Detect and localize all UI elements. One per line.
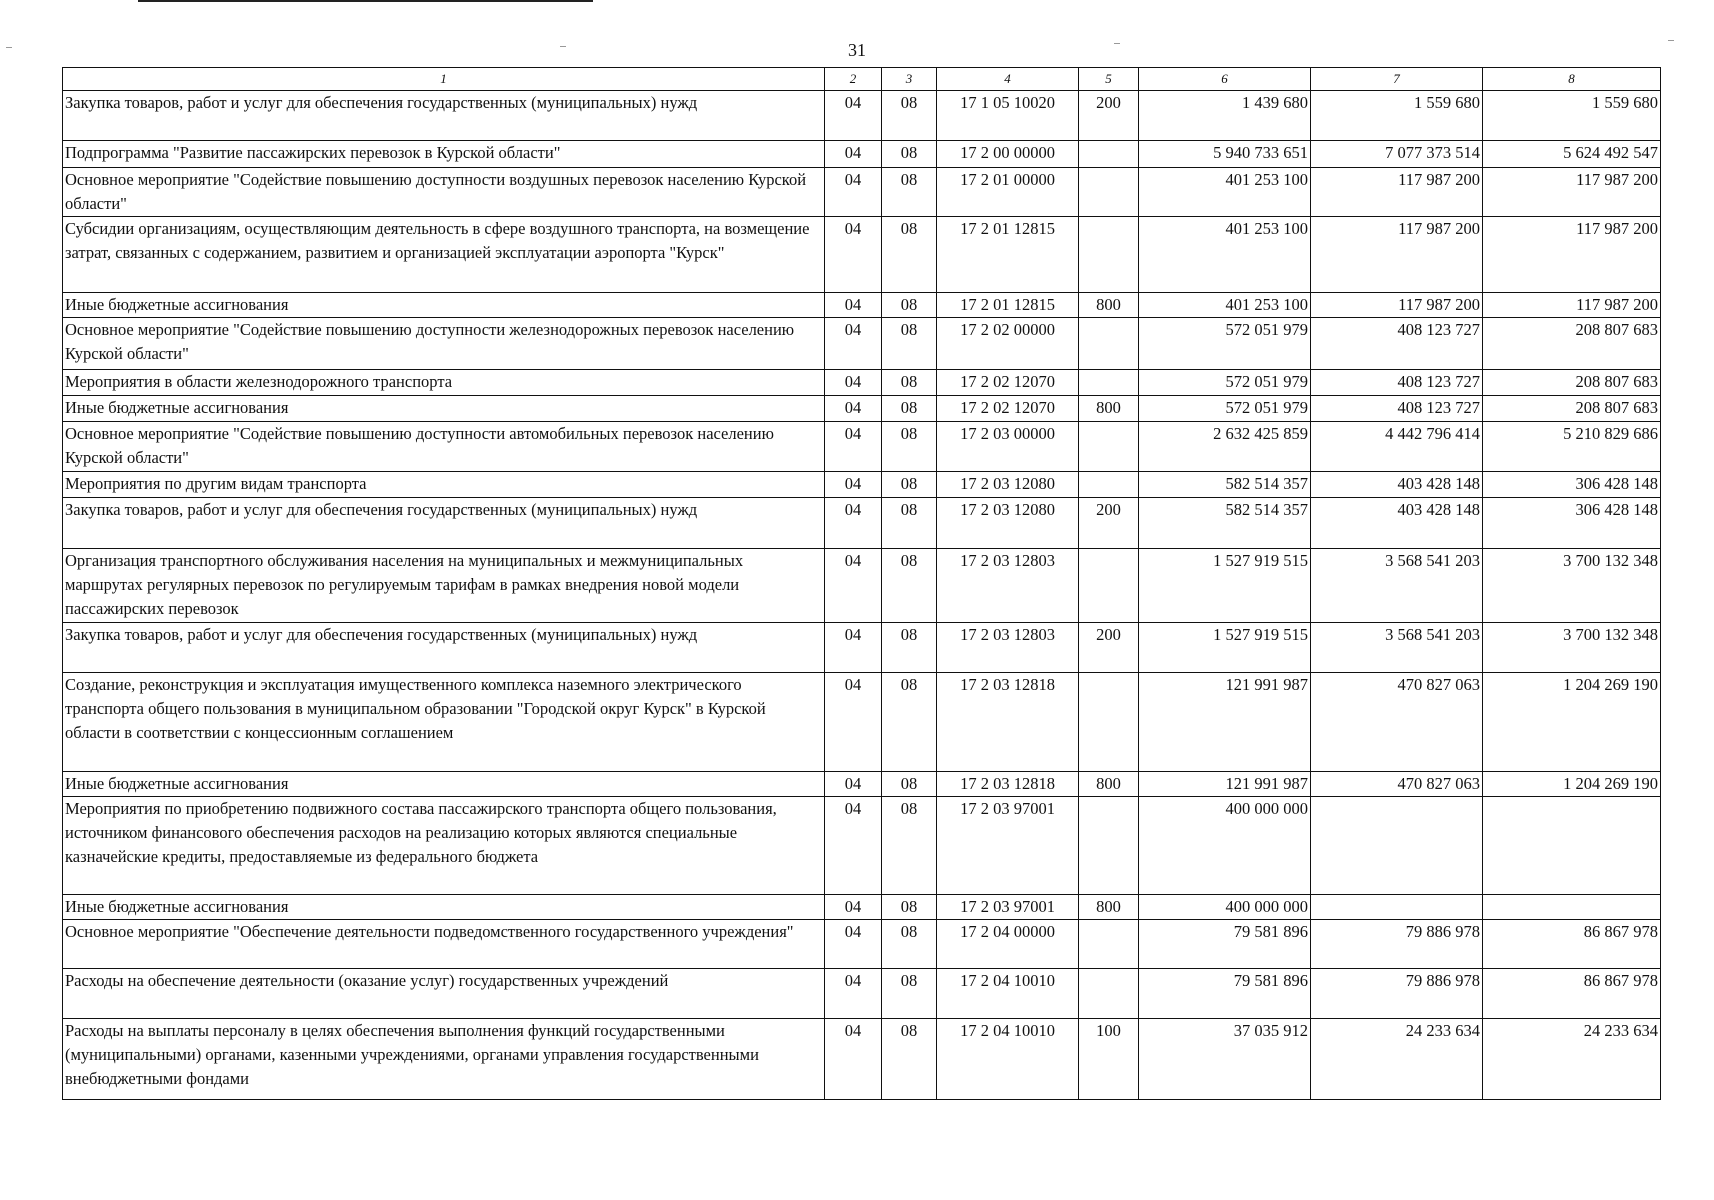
cell-name: Мероприятия по другим видам транспорта xyxy=(63,472,825,498)
cell-amount-3: 3 700 132 348 xyxy=(1483,623,1661,673)
cell-amount-1: 79 581 896 xyxy=(1139,969,1311,1019)
table-row xyxy=(63,318,1661,370)
cell-section: 04 xyxy=(825,920,882,969)
cell-amount-3: 24 233 634 xyxy=(1483,1019,1661,1100)
header-row xyxy=(63,68,1661,91)
cell-subsection: 08 xyxy=(882,498,937,549)
cell-amount-2: 470 827 063 xyxy=(1311,673,1483,772)
col-header-amount-3: 8 xyxy=(1483,68,1661,91)
cell-amount-3: 306 428 148 xyxy=(1483,472,1661,498)
cell-subsection: 08 xyxy=(882,969,937,1019)
cell-name: Субсидии организациям, осуществляющим деятельность в сфере воздушного транспорта, на возмещение затрат, связанных с содержанием, развитием и организацией эксплуатации аэропорта "Курск" xyxy=(63,217,825,293)
cell-expense-type: 800 xyxy=(1079,293,1139,318)
cell-target-article: 17 2 03 97001 xyxy=(937,895,1079,920)
table-row xyxy=(63,797,1661,895)
cell-name: Организация транспортного обслуживания населения на муниципальных и межмуниципальных маршрутах регулярных перевозок по регулируемым тарифам в рамках внедрения новой модели пассажирских перевозок xyxy=(63,549,825,623)
cell-amount-1: 79 581 896 xyxy=(1139,920,1311,969)
cell-section: 04 xyxy=(825,895,882,920)
cell-section: 04 xyxy=(825,217,882,293)
cell-amount-2: 79 886 978 xyxy=(1311,920,1483,969)
cell-amount-1: 400 000 000 xyxy=(1139,797,1311,895)
cell-target-article: 17 2 03 12803 xyxy=(937,549,1079,623)
scan-mark xyxy=(1114,43,1120,44)
cell-target-article: 17 2 04 10010 xyxy=(937,1019,1079,1100)
cell-name: Основное мероприятие "Содействие повышению доступности воздушных перевозок населению Курской области" xyxy=(63,168,825,217)
cell-section: 04 xyxy=(825,772,882,797)
cell-target-article: 17 2 02 12070 xyxy=(937,396,1079,422)
cell-amount-1: 1 439 680 xyxy=(1139,91,1311,141)
cell-section: 04 xyxy=(825,168,882,217)
cell-amount-3: 117 987 200 xyxy=(1483,293,1661,318)
cell-amount-1: 572 051 979 xyxy=(1139,370,1311,396)
scan-mark xyxy=(1668,40,1674,41)
cell-name: Расходы на обеспечение деятельности (оказание услуг) государственных учреждений xyxy=(63,969,825,1019)
table-row xyxy=(63,1019,1661,1100)
table-row xyxy=(63,141,1661,168)
cell-target-article: 17 2 03 00000 xyxy=(937,422,1079,472)
cell-subsection: 08 xyxy=(882,168,937,217)
table-row xyxy=(63,396,1661,422)
cell-name: Основное мероприятие "Содействие повышению доступности железнодорожных перевозок населению Курской области" xyxy=(63,318,825,370)
cell-amount-1: 121 991 987 xyxy=(1139,673,1311,772)
cell-name: Иные бюджетные ассигнования xyxy=(63,895,825,920)
cell-amount-1: 401 253 100 xyxy=(1139,293,1311,318)
table-row xyxy=(63,422,1661,472)
cell-target-article: 17 2 02 12070 xyxy=(937,370,1079,396)
table-row xyxy=(63,920,1661,969)
cell-target-article: 17 2 04 10010 xyxy=(937,969,1079,1019)
cell-section: 04 xyxy=(825,549,882,623)
scan-mark xyxy=(560,46,566,47)
cell-amount-1: 37 035 912 xyxy=(1139,1019,1311,1100)
cell-amount-2: 117 987 200 xyxy=(1311,217,1483,293)
cell-subsection: 08 xyxy=(882,396,937,422)
cell-amount-1: 400 000 000 xyxy=(1139,895,1311,920)
cell-name: Закупка товаров, работ и услуг для обеспечения государственных (муниципальных) нужд xyxy=(63,91,825,141)
cell-amount-3: 3 700 132 348 xyxy=(1483,549,1661,623)
cell-amount-2: 470 827 063 xyxy=(1311,772,1483,797)
cell-expense-type xyxy=(1079,370,1139,396)
cell-amount-3: 5 624 492 547 xyxy=(1483,141,1661,168)
cell-target-article: 17 2 03 12080 xyxy=(937,498,1079,549)
cell-target-article: 17 2 03 97001 xyxy=(937,797,1079,895)
cell-expense-type xyxy=(1079,920,1139,969)
cell-amount-1: 572 051 979 xyxy=(1139,318,1311,370)
cell-amount-1: 1 527 919 515 xyxy=(1139,623,1311,673)
cell-amount-2: 117 987 200 xyxy=(1311,168,1483,217)
cell-amount-3: 117 987 200 xyxy=(1483,217,1661,293)
cell-target-article: 17 2 02 00000 xyxy=(937,318,1079,370)
cell-amount-3: 208 807 683 xyxy=(1483,396,1661,422)
cell-amount-2: 117 987 200 xyxy=(1311,293,1483,318)
cell-subsection: 08 xyxy=(882,549,937,623)
table-row xyxy=(63,498,1661,549)
cell-section: 04 xyxy=(825,797,882,895)
cell-amount-2 xyxy=(1311,797,1483,895)
col-header-name: 1 xyxy=(63,68,825,91)
cell-amount-2: 7 077 373 514 xyxy=(1311,141,1483,168)
cell-subsection: 08 xyxy=(882,141,937,168)
cell-expense-type xyxy=(1079,318,1139,370)
cell-section: 04 xyxy=(825,370,882,396)
cell-name: Иные бюджетные ассигнования xyxy=(63,772,825,797)
cell-expense-type xyxy=(1079,168,1139,217)
cell-target-article: 17 2 01 00000 xyxy=(937,168,1079,217)
cell-name: Закупка товаров, работ и услуг для обеспечения государственных (муниципальных) нужд xyxy=(63,498,825,549)
table-row xyxy=(63,293,1661,318)
col-header-section: 2 xyxy=(825,68,882,91)
top-rule xyxy=(138,0,593,2)
cell-subsection: 08 xyxy=(882,318,937,370)
table-body xyxy=(63,91,1661,1100)
cell-section: 04 xyxy=(825,91,882,141)
col-header-subsection: 3 xyxy=(882,68,937,91)
cell-amount-2: 403 428 148 xyxy=(1311,472,1483,498)
cell-subsection: 08 xyxy=(882,673,937,772)
cell-target-article: 17 2 00 00000 xyxy=(937,141,1079,168)
cell-amount-3: 306 428 148 xyxy=(1483,498,1661,549)
cell-name: Расходы на выплаты персоналу в целях обеспечения выполнения функций государственными (муниципальными) органами, казенными учреждениями, органами управления государственными внебюджетными фондами xyxy=(63,1019,825,1100)
cell-target-article: 17 2 01 12815 xyxy=(937,217,1079,293)
cell-amount-2: 408 123 727 xyxy=(1311,370,1483,396)
cell-section: 04 xyxy=(825,673,882,772)
cell-expense-type: 100 xyxy=(1079,1019,1139,1100)
table-row xyxy=(63,623,1661,673)
cell-amount-3: 1 559 680 xyxy=(1483,91,1661,141)
cell-subsection: 08 xyxy=(882,797,937,895)
cell-amount-1: 5 940 733 651 xyxy=(1139,141,1311,168)
col-header-amount-2: 7 xyxy=(1311,68,1483,91)
cell-name: Иные бюджетные ассигнования xyxy=(63,293,825,318)
cell-amount-1: 401 253 100 xyxy=(1139,168,1311,217)
cell-amount-3: 86 867 978 xyxy=(1483,920,1661,969)
cell-target-article: 17 2 03 12080 xyxy=(937,472,1079,498)
cell-subsection: 08 xyxy=(882,1019,937,1100)
cell-target-article: 17 2 04 00000 xyxy=(937,920,1079,969)
cell-section: 04 xyxy=(825,396,882,422)
cell-expense-type xyxy=(1079,472,1139,498)
cell-amount-2 xyxy=(1311,895,1483,920)
cell-expense-type: 200 xyxy=(1079,623,1139,673)
cell-section: 04 xyxy=(825,623,882,673)
cell-subsection: 08 xyxy=(882,370,937,396)
cell-name: Закупка товаров, работ и услуг для обеспечения государственных (муниципальных) нужд xyxy=(63,623,825,673)
cell-expense-type xyxy=(1079,549,1139,623)
cell-expense-type: 200 xyxy=(1079,91,1139,141)
cell-amount-3: 5 210 829 686 xyxy=(1483,422,1661,472)
cell-section: 04 xyxy=(825,293,882,318)
col-header-amount-1: 6 xyxy=(1139,68,1311,91)
cell-expense-type: 800 xyxy=(1079,772,1139,797)
col-header-expense-type: 5 xyxy=(1079,68,1139,91)
cell-amount-2: 24 233 634 xyxy=(1311,1019,1483,1100)
cell-subsection: 08 xyxy=(882,920,937,969)
table-row xyxy=(63,969,1661,1019)
cell-expense-type xyxy=(1079,422,1139,472)
cell-amount-3 xyxy=(1483,797,1661,895)
cell-name: Основное мероприятие "Обеспечение деятельности подведомственного государственного учреждения" xyxy=(63,920,825,969)
cell-amount-1: 121 991 987 xyxy=(1139,772,1311,797)
cell-amount-3: 1 204 269 190 xyxy=(1483,772,1661,797)
cell-section: 04 xyxy=(825,318,882,370)
budget-table xyxy=(62,67,1661,1100)
scan-mark xyxy=(6,47,12,48)
page-number: 31 xyxy=(848,40,866,60)
cell-expense-type xyxy=(1079,673,1139,772)
cell-section: 04 xyxy=(825,1019,882,1100)
table-row xyxy=(63,895,1661,920)
cell-amount-1: 572 051 979 xyxy=(1139,396,1311,422)
cell-subsection: 08 xyxy=(882,422,937,472)
cell-amount-2: 408 123 727 xyxy=(1311,318,1483,370)
cell-expense-type: 800 xyxy=(1079,396,1139,422)
cell-amount-2: 79 886 978 xyxy=(1311,969,1483,1019)
cell-name: Мероприятия по приобретению подвижного состава пассажирского транспорта общего пользования, источником финансового обеспечения расходов на реализацию которых являются специальные казначейские кредиты, предоставляемые из федерального бюджета xyxy=(63,797,825,895)
cell-amount-2: 408 123 727 xyxy=(1311,396,1483,422)
cell-target-article: 17 1 05 10020 xyxy=(937,91,1079,141)
cell-section: 04 xyxy=(825,141,882,168)
cell-amount-3 xyxy=(1483,895,1661,920)
col-header-target-article: 4 xyxy=(937,68,1079,91)
table-row xyxy=(63,217,1661,293)
table-row xyxy=(63,168,1661,217)
cell-name: Основное мероприятие "Содействие повышению доступности автомобильных перевозок населению Курской области" xyxy=(63,422,825,472)
cell-subsection: 08 xyxy=(882,217,937,293)
cell-amount-3: 1 204 269 190 xyxy=(1483,673,1661,772)
cell-amount-1: 2 632 425 859 xyxy=(1139,422,1311,472)
table-row xyxy=(63,370,1661,396)
cell-subsection: 08 xyxy=(882,91,937,141)
cell-amount-3: 208 807 683 xyxy=(1483,370,1661,396)
cell-expense-type xyxy=(1079,969,1139,1019)
cell-name: Подпрограмма "Развитие пассажирских перевозок в Курской области" xyxy=(63,141,825,168)
table-row xyxy=(63,772,1661,797)
cell-expense-type xyxy=(1079,141,1139,168)
cell-amount-1: 582 514 357 xyxy=(1139,472,1311,498)
cell-target-article: 17 2 03 12803 xyxy=(937,623,1079,673)
cell-amount-1: 401 253 100 xyxy=(1139,217,1311,293)
cell-subsection: 08 xyxy=(882,772,937,797)
cell-amount-3: 208 807 683 xyxy=(1483,318,1661,370)
table-row xyxy=(63,549,1661,623)
cell-subsection: 08 xyxy=(882,472,937,498)
cell-expense-type: 200 xyxy=(1079,498,1139,549)
cell-expense-type: 800 xyxy=(1079,895,1139,920)
cell-expense-type xyxy=(1079,797,1139,895)
cell-amount-3: 117 987 200 xyxy=(1483,168,1661,217)
cell-amount-2: 4 442 796 414 xyxy=(1311,422,1483,472)
cell-section: 04 xyxy=(825,969,882,1019)
table-row xyxy=(63,91,1661,141)
cell-name: Иные бюджетные ассигнования xyxy=(63,396,825,422)
cell-section: 04 xyxy=(825,498,882,549)
cell-section: 04 xyxy=(825,472,882,498)
cell-expense-type xyxy=(1079,217,1139,293)
cell-amount-2: 1 559 680 xyxy=(1311,91,1483,141)
cell-subsection: 08 xyxy=(882,293,937,318)
cell-name: Мероприятия в области железнодорожного транспорта xyxy=(63,370,825,396)
cell-amount-2: 403 428 148 xyxy=(1311,498,1483,549)
cell-amount-2: 3 568 541 203 xyxy=(1311,549,1483,623)
cell-amount-3: 86 867 978 xyxy=(1483,969,1661,1019)
cell-subsection: 08 xyxy=(882,895,937,920)
cell-section: 04 xyxy=(825,422,882,472)
cell-target-article: 17 2 03 12818 xyxy=(937,673,1079,772)
cell-amount-2: 3 568 541 203 xyxy=(1311,623,1483,673)
cell-amount-1: 582 514 357 xyxy=(1139,498,1311,549)
cell-target-article: 17 2 03 12818 xyxy=(937,772,1079,797)
cell-target-article: 17 2 01 12815 xyxy=(937,293,1079,318)
cell-subsection: 08 xyxy=(882,623,937,673)
table-row xyxy=(63,472,1661,498)
cell-amount-1: 1 527 919 515 xyxy=(1139,549,1311,623)
table-row xyxy=(63,673,1661,772)
cell-name: Создание, реконструкция и эксплуатация имущественного комплекса наземного электрического транспорта общего пользования в муниципальном образовании "Городской округ Курск" в Курской области в соответствии с концессионным соглашением xyxy=(63,673,825,772)
